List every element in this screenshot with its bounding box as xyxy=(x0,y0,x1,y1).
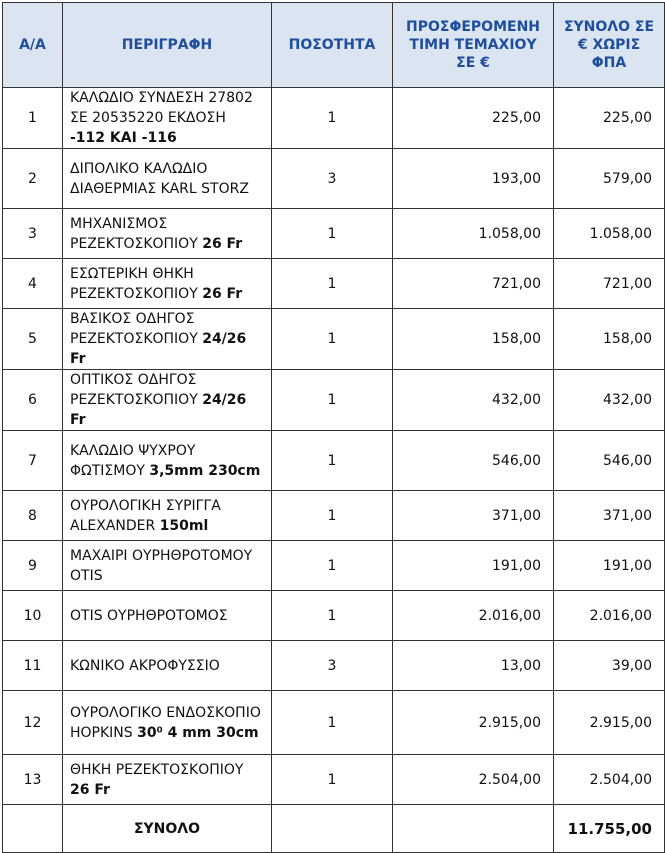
table-row xyxy=(3,209,665,259)
header-description: ΠΕΡΙΓΡΑΦΗ xyxy=(63,3,272,88)
description-text: ΚΩΝΙΚΟ ΑΚΡΟΦΥΣΣΙΟ xyxy=(70,657,220,674)
row-quantity: 1 xyxy=(272,755,393,805)
description-text: ΒΑΣΙΚΟΣ ΟΔΗΓΟΣ ΡΕΖΕΚΤΟΣΚΟΠΙΟΥ xyxy=(70,311,203,347)
row-unit-price: 371,00 xyxy=(393,491,554,541)
description-spec: 30⁰ 4 mm 30cm xyxy=(137,724,259,741)
total-label: ΣΥΝΟΛΟ xyxy=(63,805,272,853)
row-unit-price: 2.504,00 xyxy=(393,755,554,805)
row-unit-price: 432,00 xyxy=(393,370,554,431)
row-total: 1.058,00 xyxy=(554,209,665,259)
row-unit-price: 13,00 xyxy=(393,641,554,691)
row-number: 3 xyxy=(3,209,63,259)
row-quantity: 1 xyxy=(272,259,393,309)
row-number: 9 xyxy=(3,541,63,591)
description-text: ΟΥΡΟΛΟΓΙΚΗ ΣΥΡΙΓΓΑ ALEXANDER xyxy=(70,497,221,534)
row-unit-price: 2.915,00 xyxy=(393,691,554,755)
row-number: 4 xyxy=(3,259,63,309)
row-total: 225,00 xyxy=(554,88,665,149)
header-unit-price: ΠΡΟΣΦΕΡΟΜΕΝΗ ΤΙΜΗ ΤΕΜΑΧΙΟΥ ΣΕ € xyxy=(393,3,554,88)
table-row xyxy=(3,88,665,149)
row-unit-price: 546,00 xyxy=(393,431,554,491)
row-quantity: 3 xyxy=(272,641,393,691)
row-description xyxy=(63,259,272,309)
description-text: ΟΠΤΙΚΟΣ ΟΔΗΓΟΣ ΡΕΖΕΚΤΟΣΚΟΠΙΟΥ xyxy=(70,372,203,408)
grand-total: 11.755,00 xyxy=(554,805,665,853)
row-description xyxy=(63,370,272,431)
row-description xyxy=(63,88,272,149)
row-description xyxy=(63,149,272,209)
row-quantity: 1 xyxy=(272,309,393,370)
row-number: 11 xyxy=(3,641,63,691)
row-total: 191,00 xyxy=(554,541,665,591)
description-spec: 26 Fr xyxy=(70,781,110,798)
row-quantity: 1 xyxy=(272,88,393,149)
row-total: 432,00 xyxy=(554,370,665,431)
table-row xyxy=(3,541,665,591)
row-description xyxy=(63,591,272,641)
price-table xyxy=(2,2,665,853)
row-number: 6 xyxy=(3,370,63,431)
description-text: ΜΑΧΑΙΡΙ ΟΥΡΗΘΡΟΤΟΜΟΥ OTIS xyxy=(70,547,253,584)
table-row xyxy=(3,149,665,209)
row-unit-price: 191,00 xyxy=(393,541,554,591)
table-row xyxy=(3,691,665,755)
row-total: 158,00 xyxy=(554,309,665,370)
description-text: ΘΗΚΗ ΡΕΖΕΚΤΟΣΚΟΠΙΟΥ xyxy=(70,761,244,778)
total-row xyxy=(3,805,665,853)
table-row xyxy=(3,309,665,370)
row-quantity: 1 xyxy=(272,370,393,431)
row-quantity: 1 xyxy=(272,691,393,755)
description-spec: 24/26 Fr xyxy=(70,392,247,428)
header-total: ΣΥΝΟΛΟ ΣΕ € ΧΩΡΙΣ ΦΠΑ xyxy=(554,3,665,88)
description-spec: 24/26 Fr xyxy=(70,331,247,367)
row-description xyxy=(63,209,272,259)
description-text: ΟΥΡΟΛΟΓΙΚΟ ΕΝΔΟΣΚΟΠΙΟ HOPKINS xyxy=(70,704,261,741)
table-row xyxy=(3,370,665,431)
description-spec: 26 Fr xyxy=(202,285,243,302)
row-unit-price: 2.016,00 xyxy=(393,591,554,641)
row-description xyxy=(63,491,272,541)
row-description xyxy=(63,541,272,591)
row-number: 12 xyxy=(3,691,63,755)
row-description xyxy=(63,309,272,370)
header-quantity: ΠΟΣΟΤΗΤΑ xyxy=(272,3,393,88)
row-unit-price: 158,00 xyxy=(393,309,554,370)
description-spec: 3,5mm 230cm xyxy=(149,462,261,479)
header-num: Α/Α xyxy=(3,3,63,88)
description-spec: -112 ΚΑΙ -116 xyxy=(70,130,177,146)
description-text: ΔΙΠΟΛΙΚΟ ΚΑΛΩΔΙΟ ΔΙΑΘΕΡΜΙΑΣ KARL STORZ xyxy=(70,160,249,197)
total-empty-cell xyxy=(3,805,63,853)
row-number: 8 xyxy=(3,491,63,541)
total-empty-cell xyxy=(393,805,554,853)
description-spec: 150ml xyxy=(159,517,209,534)
row-total: 39,00 xyxy=(554,641,665,691)
row-number: 7 xyxy=(3,431,63,491)
header-row xyxy=(3,3,665,88)
row-total: 546,00 xyxy=(554,431,665,491)
row-quantity: 1 xyxy=(272,491,393,541)
description-text: ΕΣΩΤΕΡΙΚΗ ΘΗΚΗ ΡΕΖΕΚΤΟΣΚΟΠΙΟΥ xyxy=(70,265,203,302)
row-total: 2.504,00 xyxy=(554,755,665,805)
description-text: ΚΑΛΩΔΙΟ ΨΥΧΡΟΥ ΦΩΤΙΣΜΟΥ xyxy=(70,442,196,479)
row-quantity: 1 xyxy=(272,431,393,491)
row-unit-price: 225,00 xyxy=(393,88,554,149)
table-row xyxy=(3,259,665,309)
description-spec: 26 Fr xyxy=(202,235,243,252)
table-row xyxy=(3,431,665,491)
description-text: ΜΗΧΑΝΙΣΜΟΣ ΡΕΖΕΚΤΟΣΚΟΠΙΟΥ xyxy=(70,215,203,252)
row-number: 10 xyxy=(3,591,63,641)
row-number: 13 xyxy=(3,755,63,805)
row-quantity: 1 xyxy=(272,591,393,641)
row-number: 5 xyxy=(3,309,63,370)
row-unit-price: 721,00 xyxy=(393,259,554,309)
row-total: 371,00 xyxy=(554,491,665,541)
row-unit-price: 193,00 xyxy=(393,149,554,209)
table-row xyxy=(3,641,665,691)
row-description xyxy=(63,641,272,691)
table-row xyxy=(3,591,665,641)
row-description xyxy=(63,755,272,805)
row-quantity: 1 xyxy=(272,209,393,259)
row-number: 2 xyxy=(3,149,63,209)
row-unit-price: 1.058,00 xyxy=(393,209,554,259)
row-description xyxy=(63,691,272,755)
total-empty-cell xyxy=(272,805,393,853)
row-quantity: 1 xyxy=(272,541,393,591)
row-quantity: 3 xyxy=(272,149,393,209)
row-description xyxy=(63,431,272,491)
description-text: OTIS ΟΥΡΗΘΡΟΤΟΜΟΣ xyxy=(70,607,228,624)
row-total: 579,00 xyxy=(554,149,665,209)
row-total: 2.915,00 xyxy=(554,691,665,755)
table-row xyxy=(3,755,665,805)
row-total: 2.016,00 xyxy=(554,591,665,641)
row-total: 721,00 xyxy=(554,259,665,309)
row-number: 1 xyxy=(3,88,63,149)
table-row xyxy=(3,491,665,541)
description-text: ΚΑΛΩΔΙΟ ΣΥΝΔΕΣΗ 27802 ΣΕ 20535220 ΕΚΔΟΣΗ xyxy=(70,90,253,126)
